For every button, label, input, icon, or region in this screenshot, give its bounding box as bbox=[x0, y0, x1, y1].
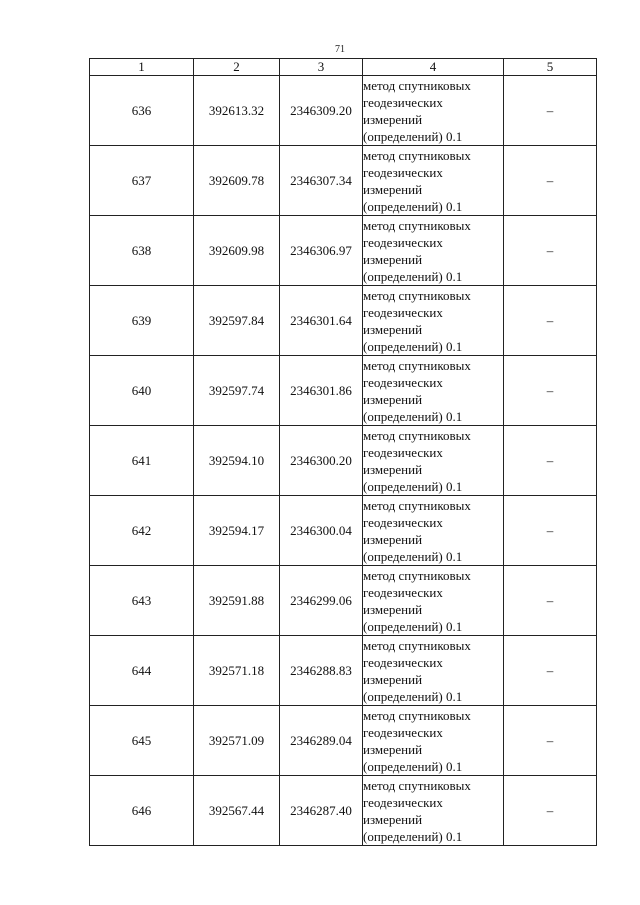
y-coordinate-cell: 2346299.06 bbox=[280, 566, 363, 636]
note-cell: – bbox=[504, 496, 597, 566]
method-cell: метод спутниковых геодезических измерений (определений) 0.1 bbox=[363, 146, 504, 216]
method-cell: метод спутниковых геодезических измерений (определений) 0.1 bbox=[363, 706, 504, 776]
y-coordinate-cell: 2346301.86 bbox=[280, 356, 363, 426]
x-coordinate-cell: 392594.17 bbox=[194, 496, 280, 566]
note-cell: – bbox=[504, 776, 597, 846]
method-cell: метод спутниковых геодезических измерений (определений) 0.1 bbox=[363, 426, 504, 496]
table-row bbox=[90, 146, 597, 216]
point-number-cell: 641 bbox=[90, 426, 194, 496]
note-cell: – bbox=[504, 286, 597, 356]
table-row bbox=[90, 706, 597, 776]
table-row bbox=[90, 776, 597, 846]
x-coordinate-cell: 392597.84 bbox=[194, 286, 280, 356]
y-coordinate-cell: 2346300.20 bbox=[280, 426, 363, 496]
method-cell: метод спутниковых геодезических измерений (определений) 0.1 bbox=[363, 286, 504, 356]
x-coordinate-cell: 392591.88 bbox=[194, 566, 280, 636]
table-row bbox=[90, 496, 597, 566]
table-row bbox=[90, 636, 597, 706]
x-coordinate-cell: 392597.74 bbox=[194, 356, 280, 426]
y-coordinate-cell: 2346307.34 bbox=[280, 146, 363, 216]
x-coordinate-cell: 392594.10 bbox=[194, 426, 280, 496]
method-cell: метод спутниковых геодезических измерений (определений) 0.1 bbox=[363, 356, 504, 426]
point-number-cell: 637 bbox=[90, 146, 194, 216]
method-cell: метод спутниковых геодезических измерений (определений) 0.1 bbox=[363, 636, 504, 706]
table-row bbox=[90, 566, 597, 636]
point-number-cell: 643 bbox=[90, 566, 194, 636]
note-cell: – bbox=[504, 76, 597, 146]
y-coordinate-cell: 2346287.40 bbox=[280, 776, 363, 846]
table-header-row bbox=[90, 59, 597, 76]
table-row bbox=[90, 286, 597, 356]
note-cell: – bbox=[504, 706, 597, 776]
point-number-cell: 645 bbox=[90, 706, 194, 776]
method-cell: метод спутниковых геодезических измерений (определений) 0.1 bbox=[363, 76, 504, 146]
point-number-cell: 642 bbox=[90, 496, 194, 566]
note-cell: – bbox=[504, 636, 597, 706]
y-coordinate-cell: 2346301.64 bbox=[280, 286, 363, 356]
method-cell: метод спутниковых геодезических измерений (определений) 0.1 bbox=[363, 496, 504, 566]
note-cell: – bbox=[504, 356, 597, 426]
note-cell: – bbox=[504, 146, 597, 216]
y-coordinate-cell: 2346306.97 bbox=[280, 216, 363, 286]
y-coordinate-cell: 2346309.20 bbox=[280, 76, 363, 146]
column-header: 1 bbox=[90, 59, 194, 76]
y-coordinate-cell: 2346288.83 bbox=[280, 636, 363, 706]
x-coordinate-cell: 392609.98 bbox=[194, 216, 280, 286]
coordinates-table bbox=[89, 58, 597, 846]
x-coordinate-cell: 392567.44 bbox=[194, 776, 280, 846]
note-cell: – bbox=[504, 216, 597, 286]
page-number: 71 bbox=[335, 44, 345, 55]
point-number-cell: 639 bbox=[90, 286, 194, 356]
column-header: 3 bbox=[280, 59, 363, 76]
method-cell: метод спутниковых геодезических измерений (определений) 0.1 bbox=[363, 776, 504, 846]
x-coordinate-cell: 392609.78 bbox=[194, 146, 280, 216]
point-number-cell: 644 bbox=[90, 636, 194, 706]
x-coordinate-cell: 392571.18 bbox=[194, 636, 280, 706]
point-number-cell: 646 bbox=[90, 776, 194, 846]
method-cell: метод спутниковых геодезических измерений (определений) 0.1 bbox=[363, 566, 504, 636]
point-number-cell: 638 bbox=[90, 216, 194, 286]
table-row bbox=[90, 426, 597, 496]
table-row bbox=[90, 216, 597, 286]
note-cell: – bbox=[504, 426, 597, 496]
note-cell: – bbox=[504, 566, 597, 636]
point-number-cell: 640 bbox=[90, 356, 194, 426]
x-coordinate-cell: 392571.09 bbox=[194, 706, 280, 776]
column-header: 2 bbox=[194, 59, 280, 76]
table-row bbox=[90, 76, 597, 146]
x-coordinate-cell: 392613.32 bbox=[194, 76, 280, 146]
y-coordinate-cell: 2346300.04 bbox=[280, 496, 363, 566]
column-header: 4 bbox=[363, 59, 504, 76]
y-coordinate-cell: 2346289.04 bbox=[280, 706, 363, 776]
point-number-cell: 636 bbox=[90, 76, 194, 146]
table-row bbox=[90, 356, 597, 426]
column-header: 5 bbox=[504, 59, 597, 76]
method-cell: метод спутниковых геодезических измерений (определений) 0.1 bbox=[363, 216, 504, 286]
